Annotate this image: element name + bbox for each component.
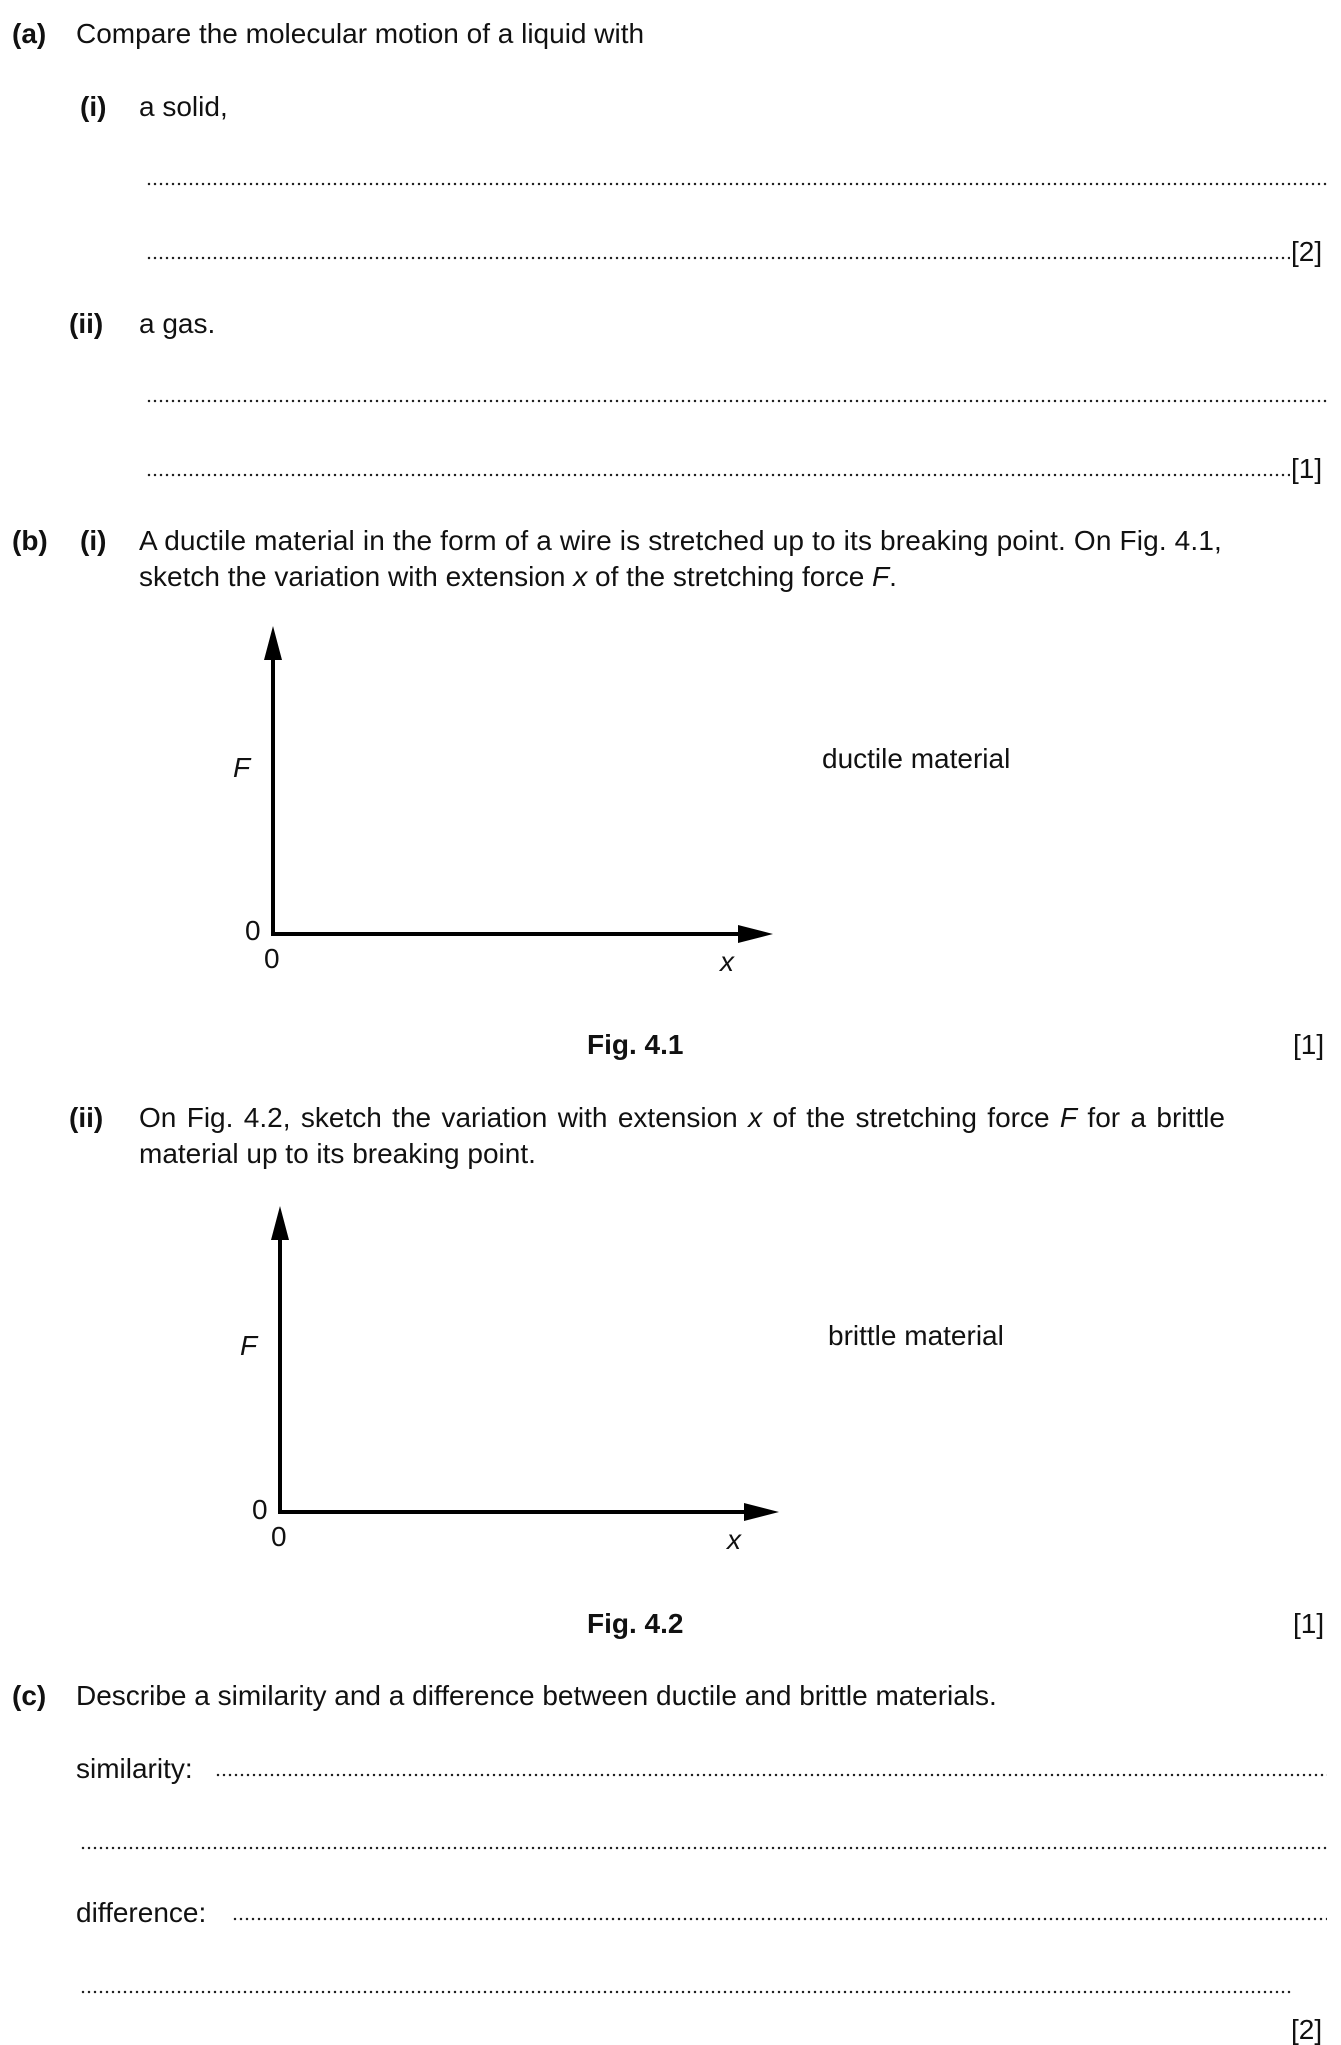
part-b-i-label: (i) <box>80 525 107 556</box>
fig2-y-axis-label: F <box>240 1330 258 1361</box>
answer-line[interactable] <box>146 256 1290 260</box>
fig1-material-label: ductile material <box>822 743 1011 774</box>
part-b-ii-text-line2: material up to its breaking point. <box>139 1138 536 1169</box>
marks: [2] <box>1291 236 1323 267</box>
part-b-label: (b) <box>12 525 48 556</box>
part-b-i-text-line1: A ductile material in the form of a wire is stretched up to its breaking point. On Fig. 4.1, <box>139 525 1222 556</box>
part-b-ii-label: (ii) <box>69 1102 104 1133</box>
fig1-x-origin: 0 <box>264 943 280 974</box>
marks: [2] <box>1291 2014 1323 2045</box>
answer-line[interactable] <box>80 1990 1292 1994</box>
difference-label: difference: <box>76 1897 207 1928</box>
similarity-label: similarity: <box>76 1753 193 1784</box>
fig1-caption: Fig. 4.1 <box>587 1029 684 1060</box>
fig1-y-axis-label: F <box>233 752 251 783</box>
part-a-i-label: (i) <box>80 91 107 122</box>
fig2-x-origin: 0 <box>271 1521 287 1552</box>
marks: [1] <box>1293 1608 1325 1639</box>
part-a-ii-text: a gas. <box>139 308 216 339</box>
fig2-y-origin: 0 <box>252 1494 268 1525</box>
marks: [1] <box>1293 1029 1325 1060</box>
fig1-y-origin: 0 <box>245 915 261 946</box>
part-a-i-text: a solid, <box>139 91 228 122</box>
difference-answer-line[interactable] <box>232 1917 1327 1921</box>
part-b-ii-text-line1: On Fig. 4.2, sketch the variation with extension x of the stretching force F for a brittle <box>139 1102 1225 1133</box>
fig2-x-axis-label: x <box>727 1524 741 1555</box>
similarity-answer-line[interactable] <box>215 1773 1327 1777</box>
fig2-x-axis <box>278 1503 779 1521</box>
fig2-material-label: brittle material <box>828 1320 1004 1351</box>
fig2-y-axis <box>271 1206 289 1513</box>
marks: [1] <box>1291 453 1323 484</box>
part-b-i-text-line2: sketch the variation with extension x of the stretching force F. <box>139 561 897 592</box>
fig1-y-axis <box>264 626 282 935</box>
part-c-prompt: Describe a similarity and a difference between ductile and brittle materials. <box>76 1680 997 1711</box>
answer-line[interactable] <box>146 182 1327 186</box>
part-a-label: (a) <box>12 18 47 49</box>
part-c-label: (c) <box>12 1680 47 1711</box>
answer-line[interactable] <box>146 399 1327 403</box>
part-a-prompt: Compare the molecular motion of a liquid with <box>76 18 645 49</box>
part-a-ii-label: (ii) <box>69 308 104 339</box>
answer-line[interactable] <box>146 473 1290 477</box>
fig2-caption: Fig. 4.2 <box>587 1608 684 1639</box>
fig1-x-axis-label: x <box>720 946 734 977</box>
fig1-x-axis <box>271 925 773 943</box>
answer-line[interactable] <box>80 1846 1327 1850</box>
